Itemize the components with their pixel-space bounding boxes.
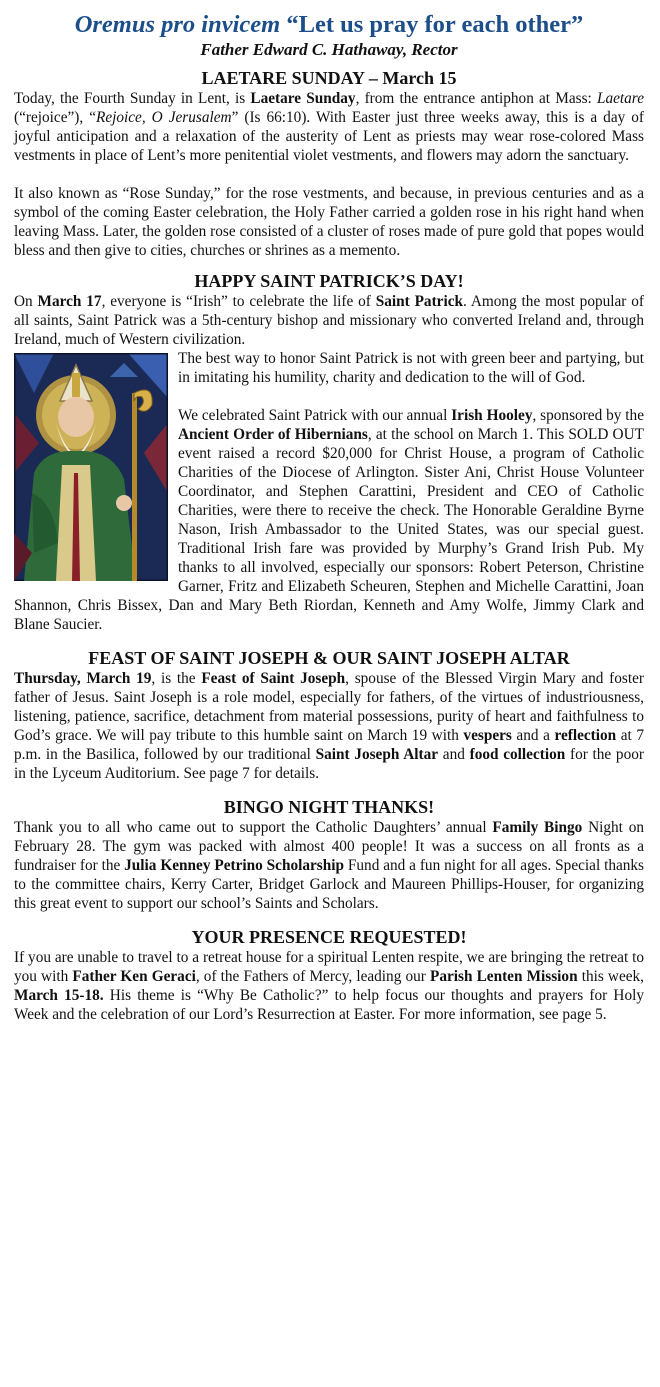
section-joseph — [14, 647, 644, 783]
saint-patrick-stained-glass-icon — [14, 353, 168, 581]
laetare-heading: LAETARE SUNDAY – March 15 — [201, 68, 457, 88]
patrick-heading: HAPPY SAINT PATRICK’S DAY! — [194, 271, 464, 291]
patrick-paragraph-1b: The best way to honor Saint Patrick is not with green beer and partying, but in imitating his humility, charity and dedication to the will of God. — [178, 350, 644, 386]
patrick-paragraph-2: We celebrated Saint Patrick with our annual Irish Hooley, sponsored by the Ancient Order of Hibernians, at the school on March 1. This SOLD OUT event raised a record $20,000 for Christ House, a program of Catholic Charities of the Diocese of Arlington. Sister Ani, Christ House Volunteer Coordinator, and Stephen Carattini, President and CEO of Catholic Charities, were there to receive the check. The Honorable Geraldine Byrne Nason, Irish Ambassador to the United States, was our special guest. Traditional Irish fare was provided by Murphy’s Grand Irish Pub. My thanks to all involved, especially our sponsors: Robert Peterson, Christine Garner, Fritz and Elizabeth Scheuren, Stephen and Michelle Carattini, Joan Shannon, Chris Bissex, Dan and Mary Beth Riordan, Kenneth and Amy Wolfe, Jimmy Clark and Blane Saucier. — [14, 407, 644, 633]
masthead — [14, 10, 644, 61]
masthead-title — [14, 10, 644, 40]
laetare-paragraph-1: Today, the Fourth Sunday in Lent, is Laetare Sunday, from the entrance antiphon at Mass: Laetare (“rejoice”), “Rejoice, O Jerusalem” (Is 66:10). With Easter just three weeks away, this is a day of joyful anticipation and a relaxation of the austerity of Lent as priests may wear rose-colored Mass vestments in place of Lent’s more penitential violet vestments, and flowers may adorn the sanctuary. — [14, 90, 644, 164]
section-patrick — [14, 270, 644, 634]
presence-paragraph-1: If you are unable to travel to a retreat house for a spiritual Lenten respite, we are bringing the retreat to you with Father Ken Geraci, of the Fathers of Mercy, leading our Parish Lenten Mission this week, March 15-18. His theme is “Why Be Catholic?” to help focus our thoughts and prayers for Holy Week and the celebration of our Lord’s Resurrection at Easter. For more information, see page 5. — [14, 949, 645, 1023]
masthead-english: “Let us pray for each other” — [286, 11, 584, 38]
presence-heading: YOUR PRESENCE REQUESTED! — [191, 927, 467, 947]
section-laetare — [14, 67, 644, 260]
laetare-paragraph-2: It also known as “Rose Sunday,” for the rose vestments, and because, in previous centuries and as a symbol of the coming Easter celebration, the Holy Father carried a golden rose in his right hand when leaving Mass. Later, the golden rose consisted of a cluster of roses made of pure gold that popes would bless and then give to cities, churches or shrines as a memento. — [14, 185, 644, 259]
joseph-paragraph-1: Thursday, March 19, is the Feast of Saint Joseph, spouse of the Blessed Virgin Mary and foster father of Jesus. Saint Joseph is a role model, especially for fathers, of the virtues of industriousness, listening, patience, sacrifice, detachment from material possessions, purity of heart and faithfulness to God’s grace. We will pay tribute to this humble saint on March 19 with vespers and a reflection at 7 p.m. in the Basilica, followed by our traditional Saint Joseph Altar and food collection for the poor in the Lyceum Auditorium. See page 7 for details. — [14, 670, 644, 782]
section-bingo — [14, 796, 644, 913]
joseph-heading: FEAST OF SAINT JOSEPH & OUR SAINT JOSEPH ALTAR — [88, 648, 570, 668]
section-presence — [14, 926, 644, 1024]
masthead-latin: Oremus pro invicem — [74, 11, 281, 38]
bingo-heading: BINGO NIGHT THANKS! — [223, 797, 435, 817]
masthead-byline: Father Edward C. Hathaway, Rector — [200, 40, 458, 59]
patrick-paragraph-1a: On March 17, everyone is “Irish” to celebrate the life of Saint Patrick. Among the most popular of all saints, Saint Patrick was a 5th-century bishop and missionary who converted Ireland and, through Ireland, much of Western civilization. — [14, 293, 644, 348]
bingo-paragraph-1: Thank you to all who came out to support the Catholic Daughters’ annual Family Bingo Night on February 28. The gym was packed with almost 400 people! It was a success on all fronts as a fundraiser for the Julia Kenney Petrino Scholarship Fund and a fun night for all ages. Special thanks to the committee chairs, Kerry Carter, Bridget Garlock and Maureen Phillips-Houser, for organizing this great event to support our school’s Saints and Scholars. — [14, 819, 645, 912]
